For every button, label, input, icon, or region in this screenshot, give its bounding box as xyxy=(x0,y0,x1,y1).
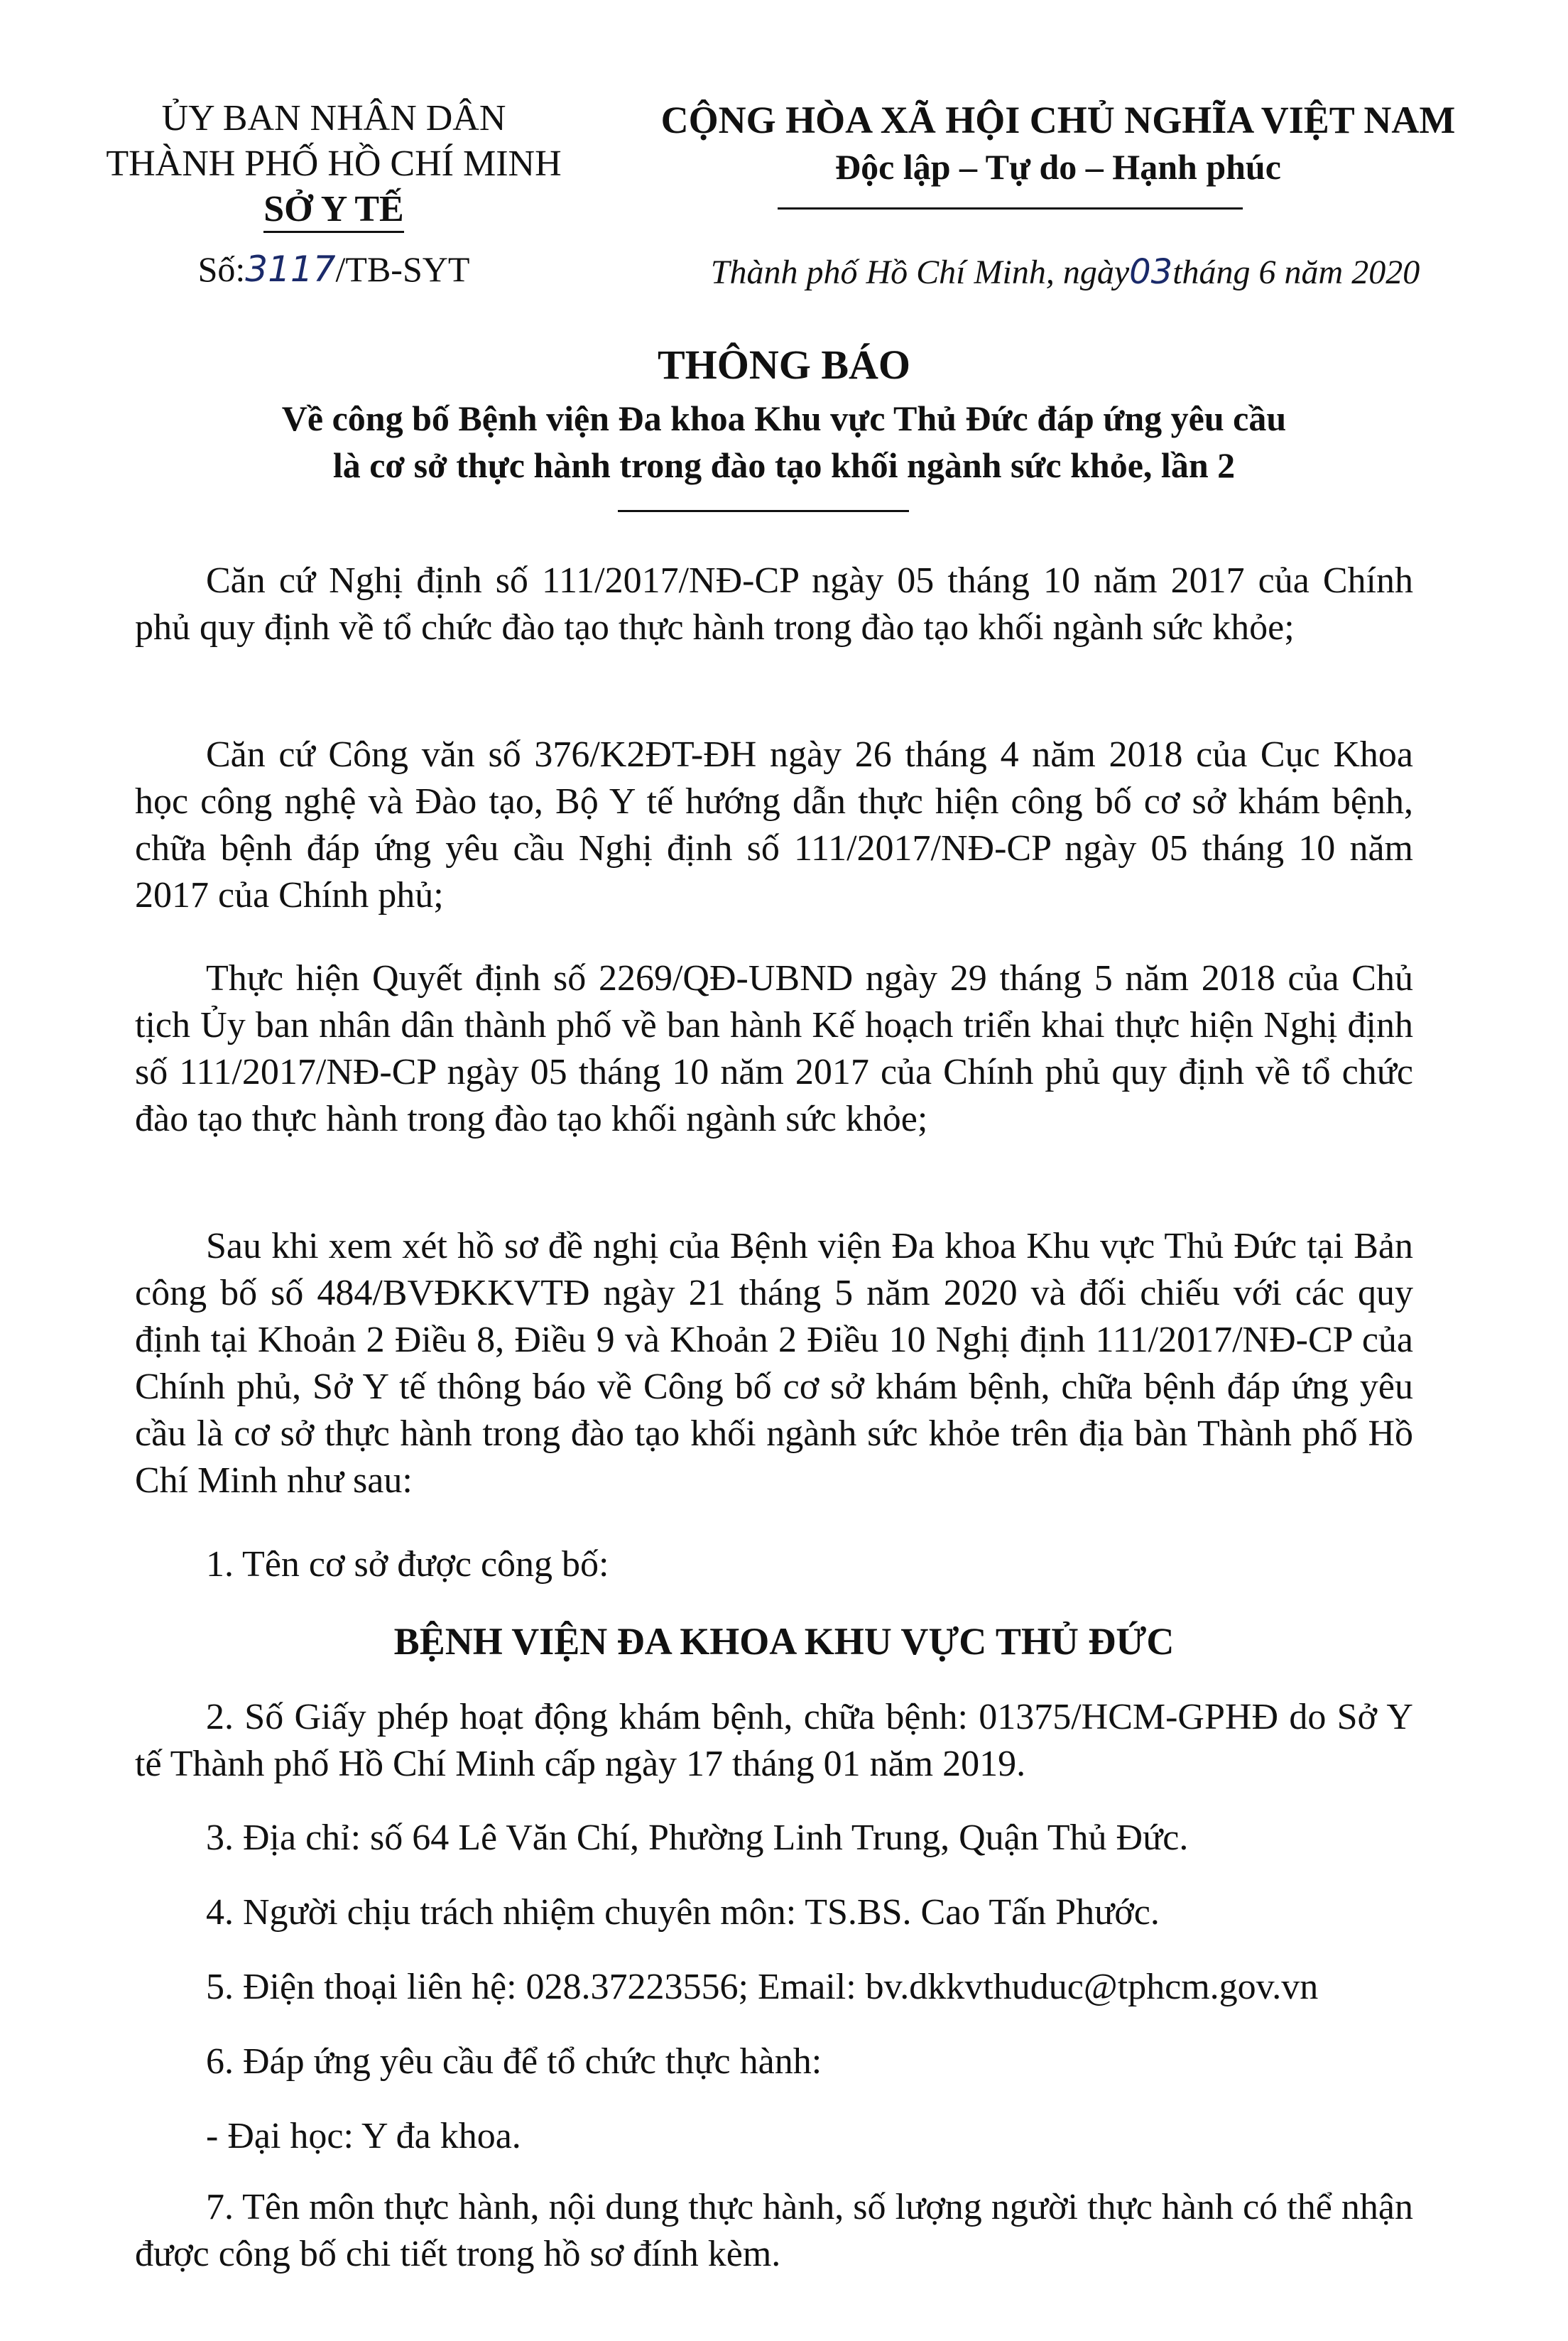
document-number-suffix: /TB-SYT xyxy=(335,249,470,289)
item-1: 1. Tên cơ sở được công bố: xyxy=(206,1544,609,1585)
date-suffix: tháng 6 năm 2020 xyxy=(1172,254,1420,291)
item-6: 6. Đáp ứng yêu cầu để tổ chức thực hành: xyxy=(206,2041,822,2082)
document-title: THÔNG BÁO xyxy=(657,342,911,388)
issuer-block xyxy=(64,96,604,232)
paragraph-review: Sau khi xem xét hồ sơ đề nghị của Bệnh viện Đa khoa Khu vực Thủ Đức tại Bản công bố số 484/BVĐKKVTĐ ngày 21 tháng 5 năm 2020 và đối chiếu với các quy định tại Khoản 2 Điều 8, Điều 9 và Khoản 2 Điều 10 Nghị định 111/2017/NĐ-CP của Chính phủ, Sở Y tế thông báo về Công bố cơ sở khám bệnh, chữa bệnh đáp ứng yêu cầu là cơ sở thực hành trong đào tạo khối ngành sức khỏe trên địa bàn Thành phố Hồ Chí Minh như sau: xyxy=(135,1226,1413,1501)
item-6-sub: - Đại học: Y đa khoa. xyxy=(206,2116,521,2156)
date-day-handwritten: 03 xyxy=(1129,252,1173,292)
issuer-line-1: ỦY BAN NHÂN DÂN xyxy=(161,98,506,138)
item-2: 2. Số Giấy phép hoạt động khám bệnh, chữa bệnh: 01375/HCM-GPHĐ do Sở Y tế Thành phố Hồ Chí Minh cấp ngày 17 tháng 01 năm 2019. xyxy=(135,1697,1413,1784)
motto-underline xyxy=(778,207,1243,210)
issuer-department: SỞ Y TẾ xyxy=(263,189,404,233)
item-4: 4. Người chịu trách nhiệm chuyên môn: TS.BS. Cao Tấn Phước. xyxy=(206,1892,1160,1933)
document-subtitle-2: là cơ sở thực hành trong đào tạo khối ngành sức khỏe, lần 2 xyxy=(332,445,1236,485)
issuer-line-2: THÀNH PHỐ HỒ CHÍ MINH xyxy=(106,143,562,184)
item-5: 5. Điện thoại liên hệ: 028.37223556; Email: bv.dkkvthuduc@tphcm.gov.vn xyxy=(206,1967,1319,2007)
document-number-prefix: Số: xyxy=(197,249,246,289)
paragraph-legal-basis-3: Thực hiện Quyết định số 2269/QĐ-UBND ngày 29 tháng 5 năm 2018 của Chủ tịch Ủy ban nhân dân thành phố về ban hành Kế hoạch triển khai thực hiện Nghị định số 111/2017/NĐ-CP ngày 05 tháng 10 năm 2017 của Chính phủ quy định về tổ chức đào tạo thực hành trong đào tạo khối ngành sức khỏe; xyxy=(135,958,1413,1139)
document-date xyxy=(625,252,1506,292)
item-7: 7. Tên môn thực hành, nội dung thực hành, số lượng người thực hành có thể nhận được công bố chi tiết trong hồ sơ đính kèm. xyxy=(135,2187,1413,2274)
facility-name: BỆNH VIỆN ĐA KHOA KHU VỰC THỦ ĐỨC xyxy=(393,1620,1175,1663)
item-3: 3. Địa chỉ: số 64 Lê Văn Chí, Phường Linh Trung, Quận Thủ Đức. xyxy=(206,1818,1189,1858)
date-prefix: Thành phố Hồ Chí Minh, ngày xyxy=(710,254,1130,291)
national-title: CỘNG HÒA XÃ HỘI CHỦ NGHĨA VIỆT NAM xyxy=(660,99,1456,141)
document-number-handwritten: 3117 xyxy=(245,249,336,290)
document-number xyxy=(64,249,604,290)
paragraph-legal-basis-2: Căn cứ Công văn số 376/K2ĐT-ĐH ngày 26 tháng 4 năm 2018 của Cục Khoa học công nghệ và Đào tạo, Bộ Y tế hướng dẫn thực hiện công bố cơ sở khám bệnh, chữa bệnh đáp ứng yêu cầu Nghị định số 111/2017/NĐ-CP ngày 05 tháng 10 năm 2017 của Chính phủ; xyxy=(135,734,1413,916)
title-underline xyxy=(618,510,909,512)
document-subtitle-1: Về công bố Bệnh viện Đa khoa Khu vực Thủ Đức đáp ứng yêu cầu xyxy=(281,398,1287,438)
paragraph-legal-basis-1: Căn cứ Nghị định số 111/2017/NĐ-CP ngày 05 tháng 10 năm 2017 của Chính phủ quy định về tổ chức đào tạo thực hành trong đào tạo khối ngành sức khỏe; xyxy=(135,560,1413,648)
national-motto: Độc lập – Tự do – Hạnh phúc xyxy=(835,147,1281,187)
national-header xyxy=(611,96,1506,190)
